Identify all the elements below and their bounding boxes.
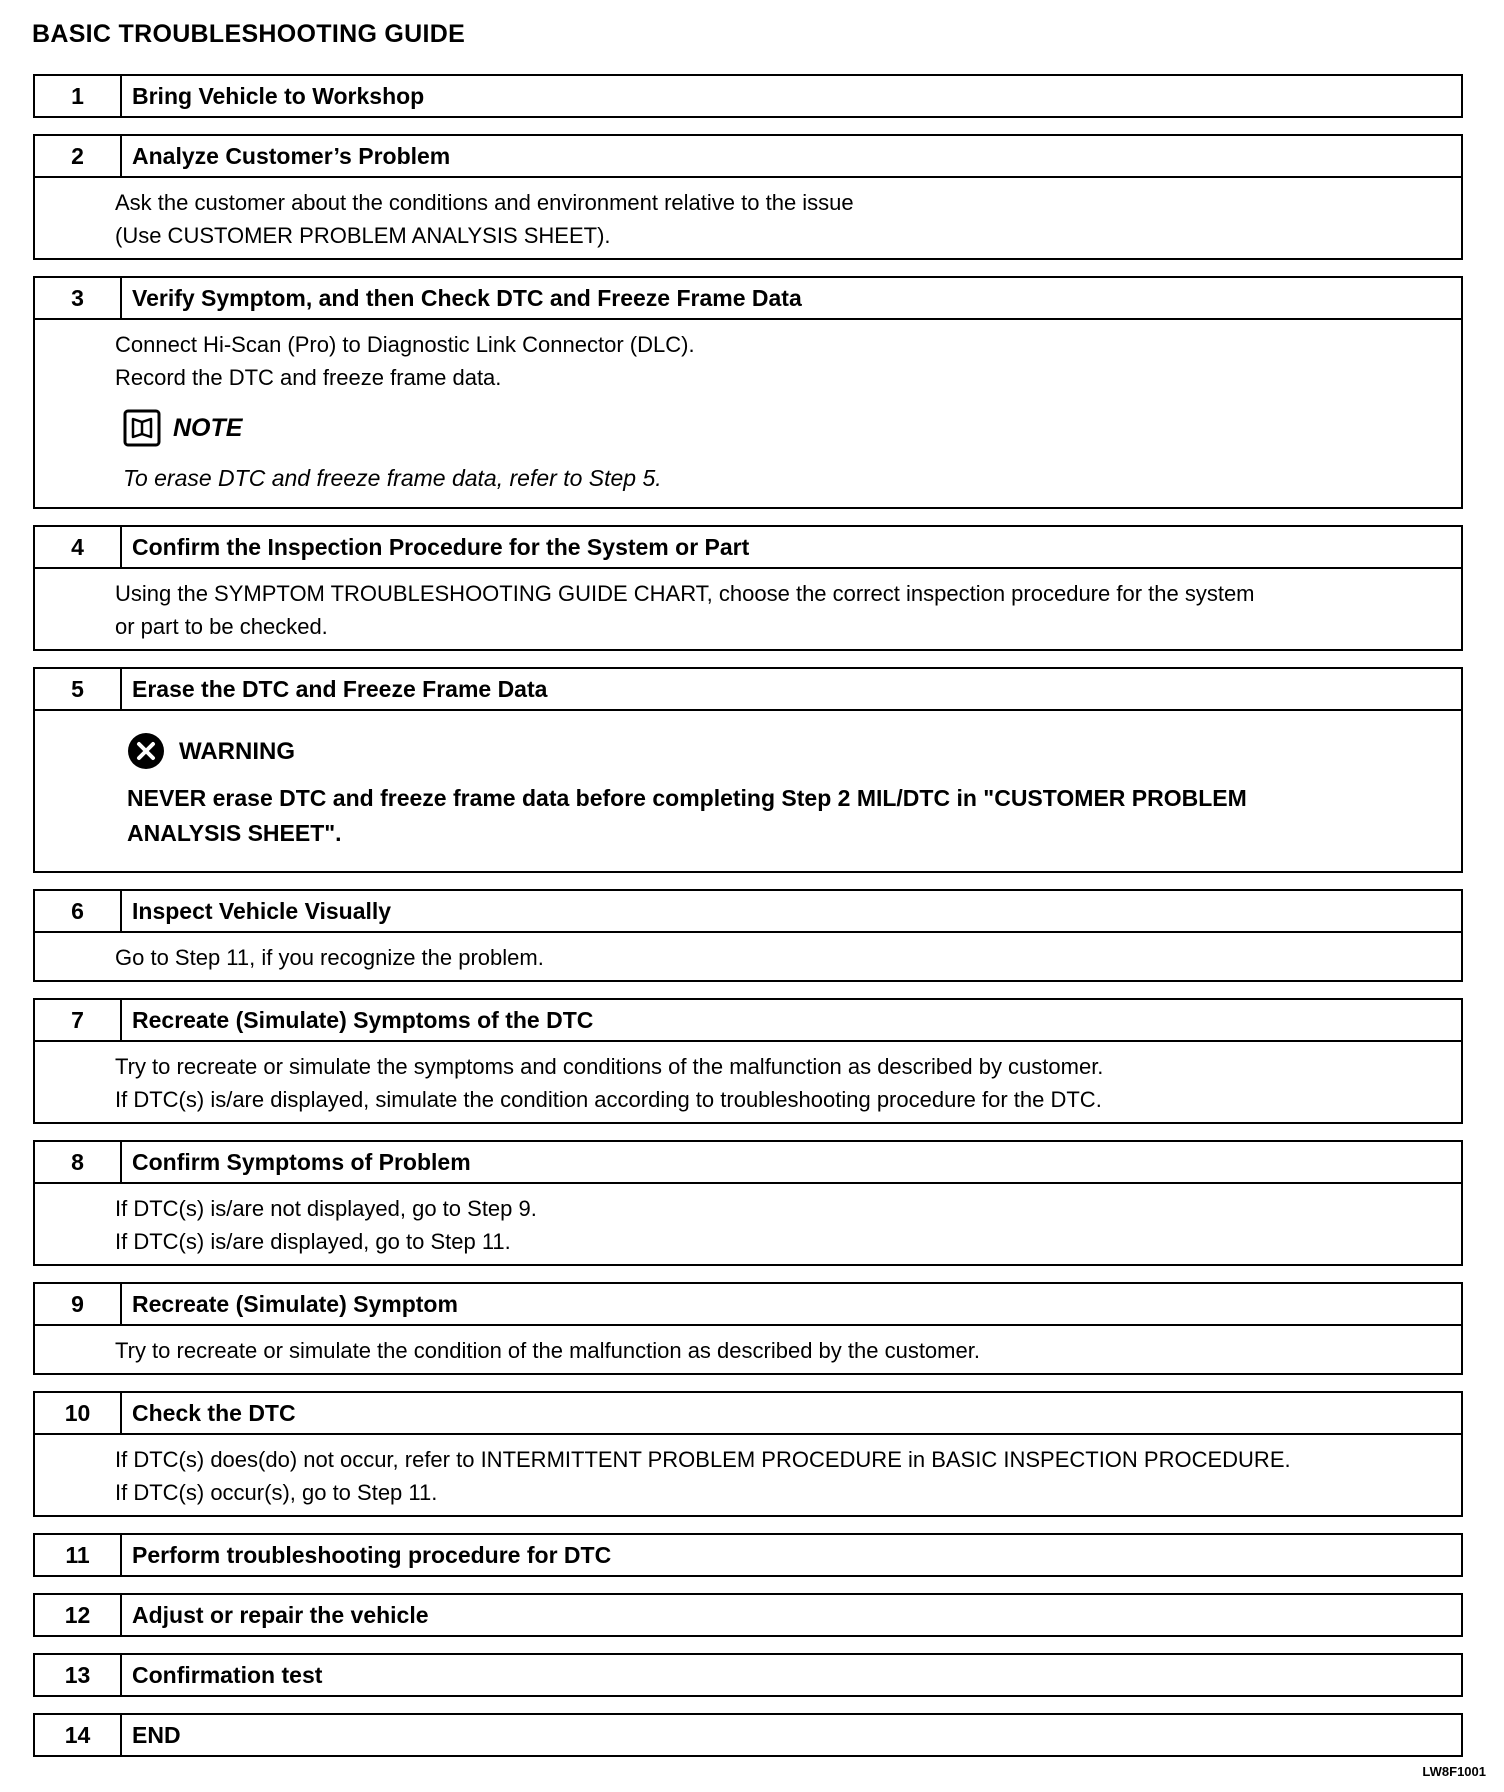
step-number: 10 (35, 1393, 122, 1433)
step-5 (33, 667, 1463, 873)
step-8 (33, 1140, 1463, 1266)
step-body (35, 1040, 1461, 1122)
page-title: BASIC TROUBLESHOOTING GUIDE (32, 20, 466, 48)
step-header (35, 1142, 1461, 1182)
step-title: Check the DTC (132, 1399, 296, 1426)
note-text: To erase DTC and freeze frame data, refer to Step 5. (123, 465, 662, 491)
step-title: Inspect Vehicle Visually (132, 897, 392, 924)
step-title: Verify Symptom, and then Check DTC and Freeze Frame Data (132, 284, 802, 311)
step-header (35, 1655, 1461, 1695)
step-body (35, 709, 1461, 871)
step-title: Confirm Symptoms of Problem (132, 1148, 471, 1175)
step-body (35, 1324, 1461, 1373)
step-text: Connect Hi-Scan (Pro) to Diagnostic Link Connector (DLC). (115, 332, 695, 357)
step-title: Recreate (Simulate) Symptom (132, 1290, 458, 1317)
step-body (35, 931, 1461, 980)
step-3 (33, 276, 1463, 509)
step-number: 8 (35, 1142, 122, 1182)
book-icon (123, 409, 161, 447)
step-header (35, 136, 1461, 176)
step-header (35, 1535, 1461, 1575)
step-12 (33, 1593, 1463, 1637)
step-header (35, 1000, 1461, 1040)
step-number: 7 (35, 1000, 122, 1040)
step-title: Analyze Customer’s Problem (132, 142, 451, 169)
step-14 (33, 1713, 1463, 1757)
figure-code: LW8F1001 (1422, 1764, 1486, 1779)
step-text: If DTC(s) is/are displayed, simulate the condition according to troubleshooting procedure for the DTC. (115, 1087, 1102, 1112)
step-body (35, 567, 1461, 649)
step-header (35, 1595, 1461, 1635)
warning-block (115, 719, 1451, 865)
step-number: 2 (35, 136, 122, 176)
warning-header (127, 729, 1451, 773)
step-4 (33, 525, 1463, 651)
note-header (123, 406, 1451, 450)
step-9 (33, 1282, 1463, 1375)
step-7 (33, 998, 1463, 1124)
step-text: If DTC(s) does(do) not occur, refer to INTERMITTENT PROBLEM PROCEDURE in BASIC INSPECTION PROCEDURE. (115, 1447, 1291, 1472)
step-text: Try to recreate or simulate the condition of the malfunction as described by the customer. (115, 1338, 980, 1363)
warning-text (127, 781, 1451, 851)
step-number: 11 (35, 1535, 122, 1575)
note-label: NOTE (173, 413, 243, 442)
step-header (35, 669, 1461, 709)
step-title: Recreate (Simulate) Symptoms of the DTC (132, 1006, 594, 1033)
step-header (35, 278, 1461, 318)
step-13 (33, 1653, 1463, 1697)
step-text: Go to Step 11, if you recognize the problem. (115, 945, 544, 970)
step-2 (33, 134, 1463, 260)
step-number: 1 (35, 76, 122, 116)
warning-label: WARNING (179, 737, 295, 765)
step-title: Confirmation test (132, 1661, 323, 1688)
step-text: If DTC(s) occur(s), go to Step 11. (115, 1480, 438, 1505)
warning-line: NEVER erase DTC and freeze frame data before completing Step 2 MIL/DTC in "CUSTOMER PROBLEM (127, 785, 1247, 811)
step-title: Erase the DTC and Freeze Frame Data (132, 675, 548, 702)
step-title: Confirm the Inspection Procedure for the System or Part (132, 533, 750, 560)
step-header (35, 1393, 1461, 1433)
step-number: 5 (35, 669, 122, 709)
step-header (35, 527, 1461, 567)
step-title: END (132, 1721, 181, 1748)
step-11 (33, 1533, 1463, 1577)
step-text: or part to be checked. (115, 614, 328, 639)
warning-line: ANALYSIS SHEET". (127, 820, 342, 846)
steps-list (33, 74, 1463, 1773)
step-number: 12 (35, 1595, 122, 1635)
step-6 (33, 889, 1463, 982)
step-title: Bring Vehicle to Workshop (132, 82, 425, 109)
step-text: Using the SYMPTOM TROUBLESHOOTING GUIDE CHART, choose the correct inspection procedure for the system (115, 581, 1255, 606)
step-header (35, 1715, 1461, 1755)
step-header (35, 1284, 1461, 1324)
step-number: 9 (35, 1284, 122, 1324)
step-number: 4 (35, 527, 122, 567)
step-header (35, 76, 1461, 116)
step-body (35, 318, 1461, 507)
step-body (35, 176, 1461, 258)
step-text: Ask the customer about the conditions and environment relative to the issue (115, 190, 854, 215)
step-text: Try to recreate or simulate the symptoms and conditions of the malfunction as described by customer. (115, 1054, 1104, 1079)
step-title: Adjust or repair the vehicle (132, 1601, 429, 1628)
step-text: If DTC(s) is/are not displayed, go to Step 9. (115, 1196, 537, 1221)
step-number: 13 (35, 1655, 122, 1695)
step-text: If DTC(s) is/are displayed, go to Step 11. (115, 1229, 511, 1254)
step-text: (Use CUSTOMER PROBLEM ANALYSIS SHEET). (115, 223, 611, 248)
step-number: 14 (35, 1715, 122, 1755)
note-block (115, 406, 1451, 495)
step-text: Record the DTC and freeze frame data. (115, 365, 502, 390)
step-body (35, 1433, 1461, 1515)
step-number: 6 (35, 891, 122, 931)
step-title: Perform troubleshooting procedure for DTC (132, 1541, 612, 1568)
step-10 (33, 1391, 1463, 1517)
step-header (35, 891, 1461, 931)
step-number: 3 (35, 278, 122, 318)
step-1 (33, 74, 1463, 118)
x-circle-icon (127, 732, 165, 770)
step-body (35, 1182, 1461, 1264)
